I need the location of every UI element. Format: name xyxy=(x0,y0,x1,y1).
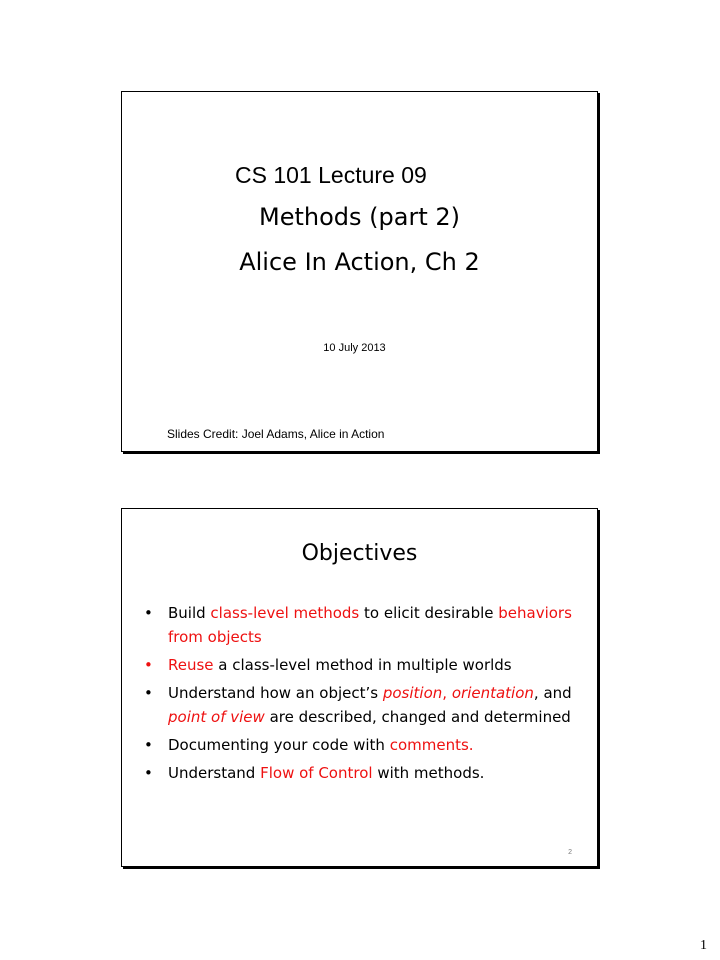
slide-title: Objectives xyxy=(301,541,418,566)
list-item xyxy=(144,761,584,785)
bullet-text: are described, changed and determined xyxy=(264,708,571,726)
highlight-text: Flow of Control xyxy=(260,764,373,782)
highlight-text: behaviors from objects xyxy=(168,604,572,646)
highlight-text: , xyxy=(442,684,448,702)
bullet-text: Build xyxy=(168,604,211,622)
list-item xyxy=(144,653,584,677)
bullet-icon: • xyxy=(144,604,153,622)
list-item xyxy=(144,681,584,729)
bullet-icon: • xyxy=(144,736,153,754)
highlight-text: orientation xyxy=(451,684,534,702)
bullet-text: a class-level method in multiple worlds xyxy=(213,656,512,674)
bullet-text: Documenting your code with xyxy=(168,736,390,754)
list-item xyxy=(144,601,584,649)
lecture-date: 10 July 2013 xyxy=(323,342,386,354)
bullet-text: Understand how an object’s xyxy=(168,684,383,702)
bullet-icon: • xyxy=(144,656,153,674)
highlight-text: comments. xyxy=(389,736,474,754)
bullet-text: , and xyxy=(533,684,572,702)
bullet-text: Understand xyxy=(168,764,261,782)
list-item xyxy=(144,733,584,757)
page-number: 1 xyxy=(700,938,707,953)
slide-title-line-1: Methods (part 2) xyxy=(259,203,460,231)
bullet-text: with methods. xyxy=(372,764,485,782)
slide-title-line-2: Alice In Action, Ch 2 xyxy=(239,248,480,276)
objectives-list xyxy=(144,601,584,789)
slide-1 xyxy=(121,91,598,452)
bullet-icon: • xyxy=(144,684,153,702)
bullet-icon: • xyxy=(144,764,153,782)
highlight-text: Reuse xyxy=(168,656,214,674)
highlight-text: class-level methods xyxy=(210,604,360,622)
highlight-text: point of view xyxy=(168,708,265,726)
highlight-text: position xyxy=(382,684,443,702)
bullet-text: to elicit desirable xyxy=(359,604,499,622)
course-label: CS 101 Lecture 09 xyxy=(235,162,427,188)
slides-credit: Slides Credit: Joel Adams, Alice in Action xyxy=(167,427,385,441)
slide-number: 2 xyxy=(568,849,572,856)
slide-2 xyxy=(121,508,598,867)
